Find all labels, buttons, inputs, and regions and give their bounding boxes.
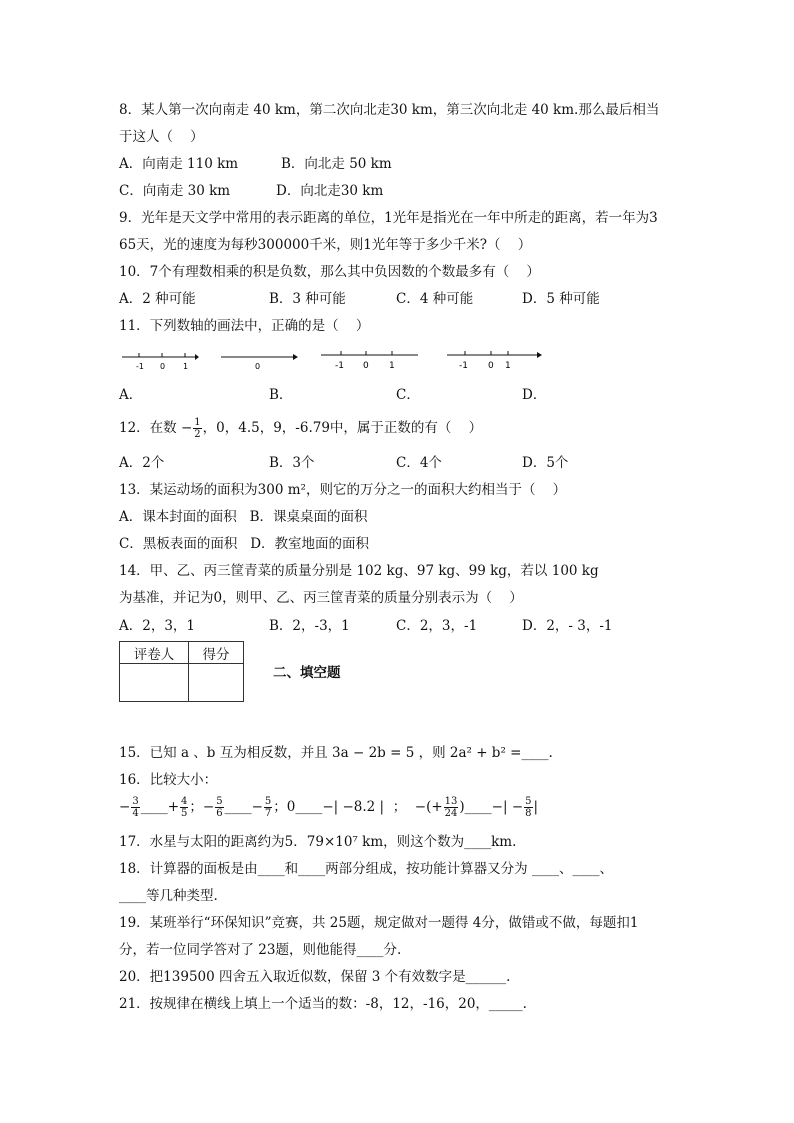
q12-option-d: D．5个 [522, 455, 569, 471]
q12-option-c: C．4个 [396, 455, 442, 471]
q14-option-b: B．2，-3，1 [269, 618, 350, 634]
q11-option-c: C． [396, 387, 420, 403]
q11-stem: 11．下列数轴的画法中，正确的是（ ） [119, 318, 370, 334]
q9-stem-line1: 9．光年是天文学中常用的表示距离的单位，1光年是指光在一年中所走的距离，若一年为3 [119, 210, 658, 226]
q16-stem: 16．比较大小： [119, 772, 218, 788]
q9-stem-line2: 65天，光的速度为每秒300000千米，则1光年等于多少千米?（ ） [119, 237, 532, 253]
grading-table [119, 641, 244, 702]
q10-option-d: D．5 种可能 [522, 291, 600, 307]
grader-header: 评卷人 [120, 642, 189, 664]
q14-stem-line1: 14．甲、乙、丙三筐青菜的质量分别是 102 kg、97 kg、99 kg，若以 100 kg [119, 563, 599, 579]
axis-a-tick-1: 1 [183, 362, 189, 371]
q15-stem: 15．已知 a 、b 互为相反数，并且 3a − 2b = 5 ，则 2a² + b² =____. [119, 745, 553, 761]
q13-stem: 13．某运动场的面积为300 m²，则它的万分之一的面积大约相当于（ ） [119, 482, 567, 498]
q10-option-a: A．2 种可能 [119, 291, 196, 307]
q14-option-c: C．2，3，-1 [396, 618, 478, 634]
q13-options-cd: C．黑板表面的面积 D．教室地面的面积 [119, 536, 370, 552]
axis-c-tick-0: 0 [363, 361, 369, 371]
q10-option-b: B．3 种可能 [269, 291, 346, 307]
q12-stem: 12．在数 − $\frac{1}{2}$ ，0，4.5，9，-6.79中，属于正数的有（ ） [119, 417, 483, 440]
score-header: 得分 [189, 642, 244, 664]
axis-c-tick-1: 1 [389, 361, 395, 371]
q8-option-b: B．向北走 50 km [281, 156, 392, 172]
number-line-a [119, 349, 199, 373]
axis-a-tick-0: 0 [160, 362, 166, 371]
section-title-fill-blank: 二、填空题 [273, 665, 341, 681]
score-cell[interactable] [189, 664, 244, 702]
q18-stem-line2: ____等几种类型. [119, 888, 218, 904]
q10-stem: 10．7个有理数相乘的积是负数，那么其中负因数的个数最多有（ ） [119, 264, 540, 280]
q11-option-d: D． [522, 387, 547, 403]
q12-option-b: B．3个 [269, 455, 315, 471]
q11-option-a: A． [119, 387, 143, 403]
axis-c-tick-neg1: -1 [335, 361, 344, 371]
q8-option-d: D．向北走30 km [276, 183, 384, 199]
axis-d-tick-1: 1 [505, 361, 511, 371]
q19-stem-line2: 分，若一位同学答对了 23题，则他能得____分. [119, 942, 402, 958]
q18-stem-line1: 18．计算器的面板是由____和____两部分组成，按功能计算器又分为 ____、____、 [119, 861, 613, 877]
q14-stem-line2: 为基准，并记为0，则甲、乙、丙三筐青菜的质量分别表示为（ ） [119, 590, 523, 606]
number-line-d [445, 347, 545, 373]
q10-option-c: C．4 种可能 [396, 291, 474, 307]
number-line-c [319, 347, 421, 373]
axis-b-tick-0: 0 [255, 362, 261, 371]
q11-option-b: B． [269, 387, 293, 403]
q8-stem-line2: 于这人（ ） [119, 129, 204, 145]
number-line-b [219, 349, 299, 373]
q14-option-d: D．2，- 3，-1 [522, 618, 613, 634]
axis-a-tick-neg1: -1 [136, 362, 144, 371]
q16-comparisons: − $\frac{3}{4}$ ____+ $\frac{4}{5}$ ；− $\frac{5}{6}$ ____− $\frac{5}{7}$ ；0____−| −8.2 | ； −(+ $\frac{13}{24}$ )____−| − $\frac{5}{8}$ | [119, 796, 539, 819]
q20-stem: 20．把139500 四舍五入取近似数，保留 3 个有效数字是______. [119, 969, 511, 985]
q14-option-a: A．2，3，1 [119, 618, 196, 634]
q8-option-a: A．向南走 110 km [119, 156, 239, 172]
q8-stem-line1: 8．某人第一次向南走 40 km，第二次向北走30 km，第三次向北走 40 km.那么最后相当 [119, 102, 660, 118]
grader-cell[interactable] [120, 664, 189, 702]
axis-d-tick-neg1: -1 [459, 361, 468, 371]
q8-option-c: C．向南走 30 km [119, 183, 231, 199]
q19-stem-line1: 19．某班举行“环保知识”竞赛，共 25题，规定做对一题得 4分，做错或不做，每题扣1 [119, 915, 639, 931]
q13-options-ab: A．课本封面的面积 B．课桌桌面的面积 [119, 509, 368, 525]
q17-stem: 17．水星与太阳的距离约为5．79×10⁷ km，则这个数为____km. [119, 834, 517, 850]
q21-stem: 21．按规律在横线上填上一个适当的数：-8，12，-16，20，_____. [119, 996, 527, 1012]
q12-option-a: A．2个 [119, 455, 165, 471]
axis-d-tick-0: 0 [488, 361, 494, 371]
